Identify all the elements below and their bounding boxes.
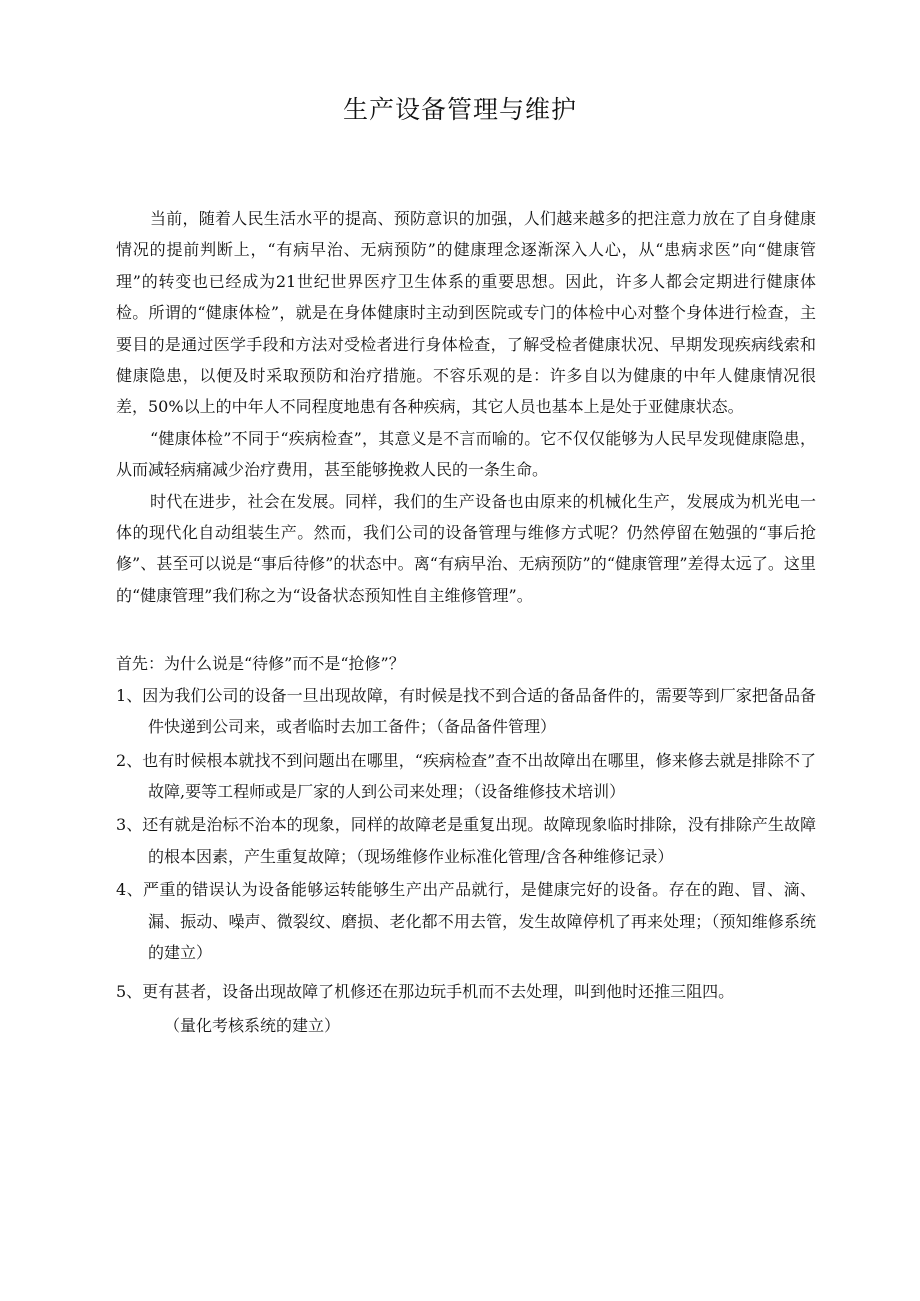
- list-item: 4、严重的错误认为设备能够运转能够生产出产品就行，是健康完好的设备。存在的跑、冒、滴、漏、振动、噪声、微裂纹、磨损、老化都不用去管，发生故障停机了再来处理；（预知维修系统的建立）: [116, 880, 816, 962]
- list-item: 1、因为我们公司的设备一旦出现故障，有时候是找不到合适的备品备件的，需要等到厂家把备品备件快递到公司来，或者临时去加工备件；（备品备件管理）: [116, 685, 816, 737]
- paragraph-equipment: 时代在进步，社会在发展。同样，我们的生产设备也由原来的机械化生产，发展成为机光电一体的现代化自动组装生产。然而，我们公司的设备管理与维修方式呢？仍然停留在勉强的“事后抢修”、甚至可以说是“事后待修”的状态中。离“有病早治、无病预防”的“健康管理”差得太远了。这里的“健康管理”我们称之为“设备状态预知性自主维修管理”。: [116, 491, 816, 605]
- paragraph-intro: 当前，随着人民生活水平的提高、预防意识的加强，人们越来越多的把注意力放在了自身健康情况的提前判断上，“有病早治、无病预防”的健康理念逐渐深入人心，从“患病求医”向“健康管理”的转变也已经成为21世纪世界医疗卫生体系的重要思想。因此，许多人都会定期进行健康体检。所谓的“健康体检”，就是在身体健康时主动到医院或专门的体检中心对整个身体进行检查，主要目的是通过医学手段和方法对受检者进行身体检查，了解受检者健康状况、早期发现疾病线索和健康隐患，以便及时采取预防和治疗措施。不容乐观的是：许多自以为健康的中年人健康情况很差，50%以上的中年人不同程度地患有各种疾病，其它人员也基本上是处于亚健康状态。: [116, 209, 816, 417]
- section-heading: 首先：为什么说是“待修”而不是“抢修”？: [116, 654, 405, 674]
- list-item-note: （量化考核系统的建立）: [164, 1015, 341, 1035]
- list-item: 2、也有时候根本就找不到问题出在哪里，“疾病检查”查不出故障出在哪里，修来修去就是排除不了故障,要等工程师或是厂家的人到公司来处理；（设备维修技术培训）: [116, 750, 816, 801]
- paragraph-health-check: “健康体检”不同于“疾病检查”，其意义是不言而喻的。它不仅仅能够为人民早发现健康隐患，从而减轻病痛减少治疗费用，甚至能够挽救人民的一条生命。: [116, 428, 816, 480]
- document-body: [116, 203, 816, 1041]
- list-item: 3、还有就是治标不治本的现象，同样的故障老是重复出现。故障现象临时排除，没有排除产生故障的根本因素，产生重复故障；（现场维修作业标准化管理/含各种维修记录）: [116, 815, 816, 866]
- list-item: 5、更有甚者，设备出现故障了机修还在那边玩手机而不去处理，叫到他时还推三阻四。: [116, 982, 735, 1002]
- document-title: 生产设备管理与维护: [342, 95, 577, 124]
